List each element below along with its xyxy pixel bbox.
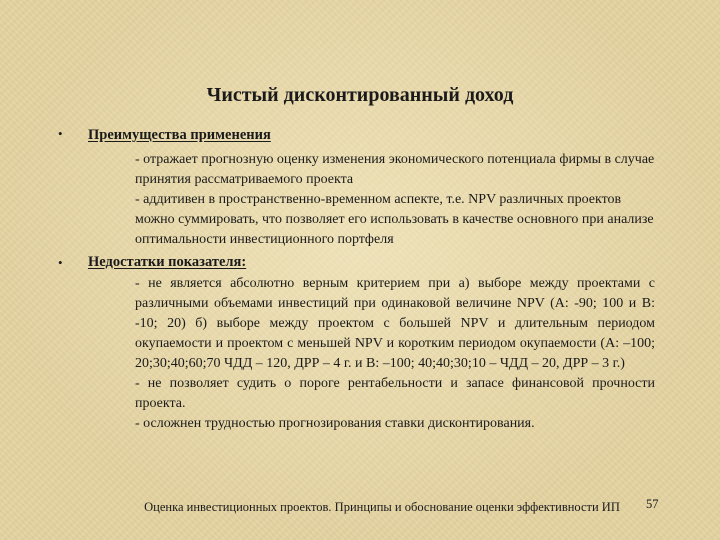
slide-footer: Оценка инвестиционных проектов. Принципы и обоснование оценки эффективности ИП [144, 500, 620, 514]
slide-title: Чистый дисконтированный доход [206, 84, 514, 106]
section-heading-advantages: Преимущества применения [88, 127, 271, 143]
list-item: - не позволяет судить о пороге рентабельности и запасе финансовой прочности проекта. [135, 376, 655, 411]
bullet-marker: • [58, 255, 63, 270]
list-item: - аддитивен в пространственно-временном аспекте, т.е. NPV различных проектов можно суммировать, что позволяет его использовать в качестве основного при анализе оптимальности инвестиционного портфеля [135, 192, 654, 247]
page-number: 57 [646, 497, 659, 511]
advantages-list [135, 150, 655, 250]
bullet-marker: • [58, 126, 63, 141]
list-item: - не является абсолютно верным критерием при а) выборе между проектами с различными объемами инвестиций при одинаковой величине NPV (А: -90; 100 и В: -10; 20) б) выборе между проектом с большей NPV и длительным периодом окупаемости и проектом с меньшей NPV и коротким периодом окупаемости (А: –100; 20;30;40;60;70 ЧДД – 120, ДРР – 4 г. и В: –100; 40;40;30;10 – ЧДД – 20, ДРР – 3 г.) [135, 276, 655, 371]
disadvantages-list [135, 274, 655, 434]
list-item: - осложнен трудностью прогнозирования ставки дисконтирования. [135, 416, 535, 431]
list-item: - отражает прогнозную оценку изменения экономического потенциала фирмы в случае принятия рассматриваемого проекта [135, 152, 655, 187]
section-heading-disadvantages: Недостатки показателя: [88, 254, 247, 270]
